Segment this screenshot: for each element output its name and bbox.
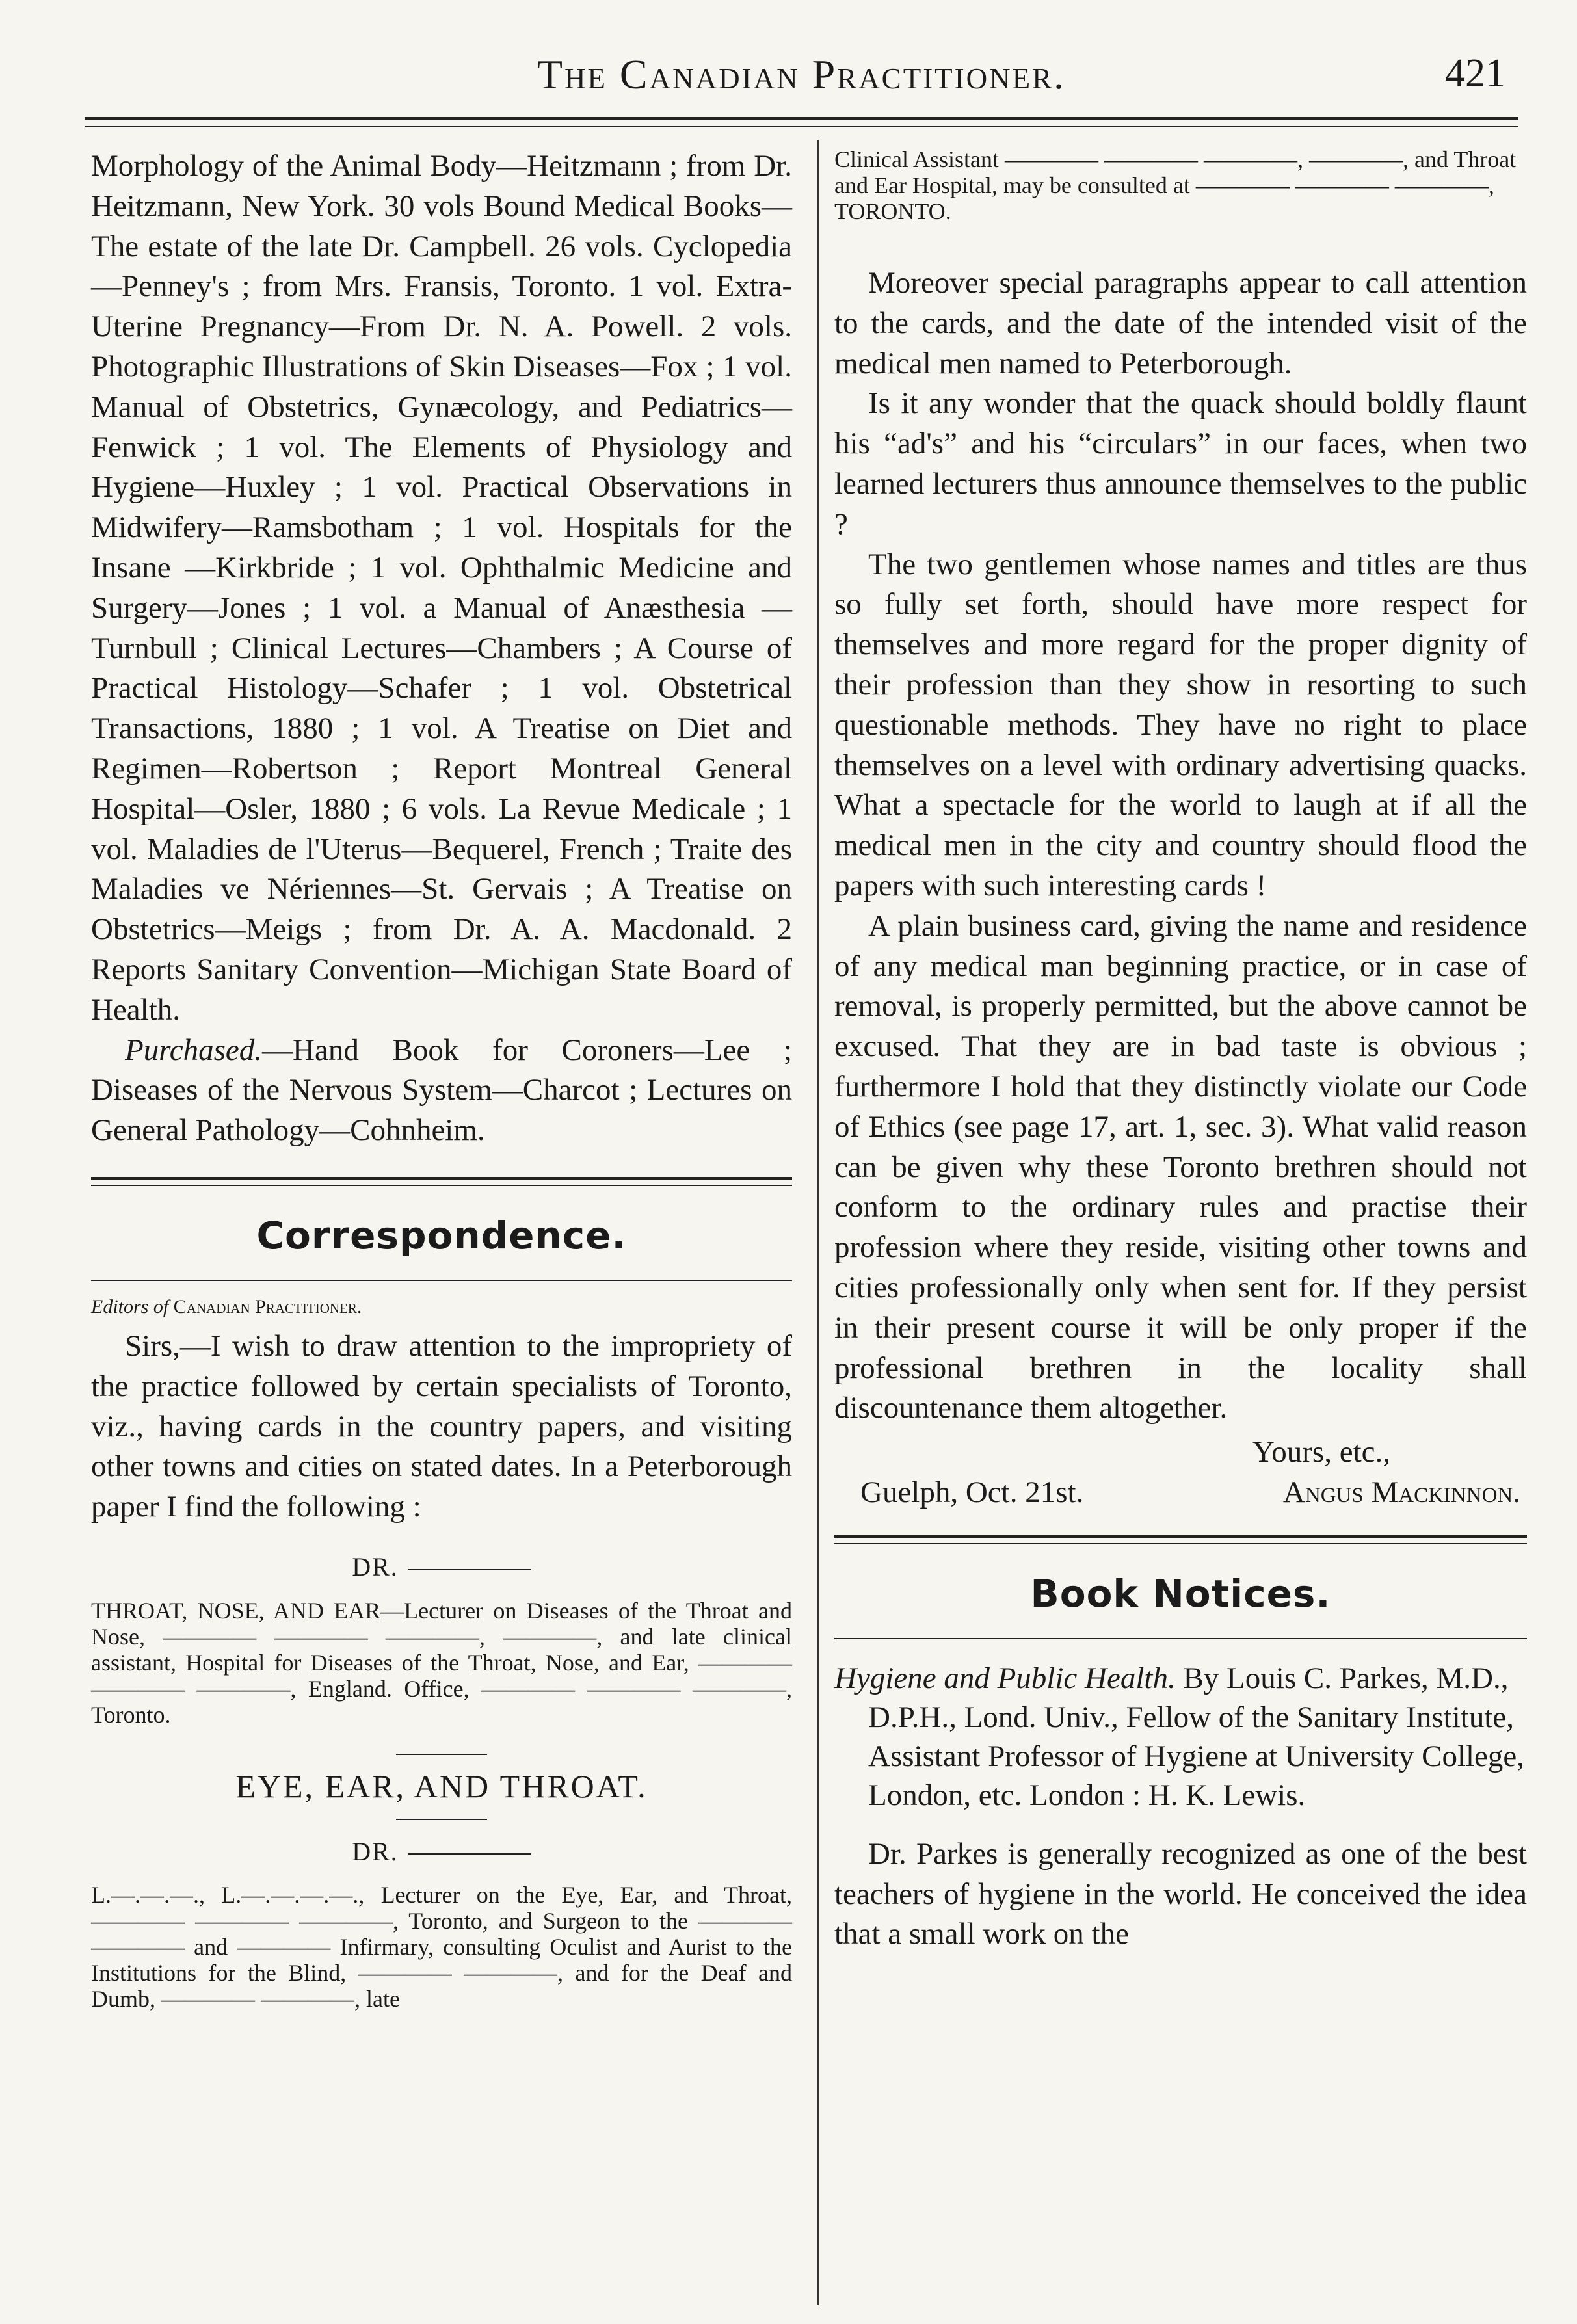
spacer: [834, 224, 1527, 263]
page-header: [85, 39, 1518, 117]
column-divider: [817, 140, 819, 2305]
section-rule: [834, 1638, 1527, 1639]
book-notices-heading: Book Notices.: [1030, 1571, 1331, 1616]
place-date: Guelph, Oct. 21st.: [860, 1475, 1084, 1509]
donations-paragraph: Morphology of the Animal Body—Heitzmann ; from Dr. Heitzmann, New York. 30 vols Bound Medical Books—The estate of the late Dr. Campbell. 26 vols. Cyclopedia—Penney's ; from Mrs. Fransis, Toronto. 1 vol. Extra-Uterine Pregnancy—From Dr. N. A. Powell. 2 vols. Photographic Illustrations of Skin Diseases—Fox ; 1 vol. Manual of Obstetrics, Gynæcology, and Pediatrics—Fenwick ; 1 vol. The Elements of Physiology and Hygiene—Huxley ; 1 vol. Practical Observations in Midwifery—Ramsbotham ; 1 vol. Hospitals for the Insane —Kirkbride ; 1 vol. Ophthalmic Medicine and Surgery—Jones ; 1 vol. a Manual of Anæsthesia —Turnbull ; Clinical Lectures—Chambers ; A Course of Practical Histology—Schafer ; 1 vol. Obstetrical Transactions, 1880 ; 1 vol. A Treatise on Diet and Regimen—Robertson ; Report Montreal General Hospital—Osler, 1880 ; 6 vols. La Revue Medicale ; 1 vol. Maladies de l'Uterus—Bequerel, French ; Traite des Maladies ve Nériennes—St. Gervais ; A Treatise on Obstetrics—Meigs ; from Dr. A. A. Macdonald. 2 Reports Sanitary Convention—Michigan State Board of Health.: [91, 149, 792, 1027]
book-title: Hygiene and Public Health.: [834, 1661, 1176, 1695]
header-rule: [85, 117, 1518, 127]
editors-line: [91, 1291, 792, 1323]
purchased-paragraph: [91, 1031, 792, 1151]
purchased-label: Purchased.: [125, 1033, 263, 1067]
blank-line: [408, 1569, 531, 1570]
blank-line: [408, 1853, 531, 1855]
body-paragraph-1: Moreover special paragraphs appear to call attention to the cards, and the date of the intended visit of the medical men named to Peterborough.: [834, 266, 1527, 380]
card-separator: [396, 1819, 487, 1820]
right-column: [834, 146, 1527, 1955]
section-rule: [834, 1535, 1527, 1544]
closing: Yours, etc.,: [1252, 1435, 1390, 1470]
body-paragraph-2: Is it any wonder that the quack should boldly flaunt his “ad's” and his “circulars” in our faces, when two learned lecturers thus announce themselves to the public ?: [834, 386, 1527, 541]
section-rule: [91, 1280, 792, 1281]
signature: Angus Mackinnon.: [1282, 1475, 1520, 1509]
signature-line: [834, 1473, 1527, 1513]
page-number: 421: [1445, 51, 1505, 96]
card2-text: L.—.—.—., L.—.—.—.—., Lecturer on the Eye, Ear, and Throat, ———— ———— ————, Toronto, and Surgeon to the ———— ———— and ———— Infirmary, consulting Oculist and Aurist to the Institutions for the Blind, ———— ————, and for the Deaf and Dumb, ———— ————, late: [91, 1882, 792, 2013]
card1-dr: DR.: [352, 1552, 399, 1581]
card-continuation: Clinical Assistant ———— ———— ————, ————, and Throat and Ear Hospital, may be consulted at ———— ———— ————, TORONTO.: [834, 146, 1517, 224]
book-review: Dr. Parkes is generally recognized as one of the best teachers of hygiene in the world. He conceived the idea that a small work on the: [834, 1836, 1527, 1951]
book-details: By Louis C. Parkes, M.D., D.P.H., Lond. Univ., Fellow of the Sanitary Institute, Assistant Professor of Hygiene at University College, London, etc. London : H. K. Lewis.: [868, 1661, 1525, 1812]
book-entry: [834, 1659, 1527, 1815]
editors-journal: Canadian Practitioner.: [173, 1295, 362, 1317]
left-column: [91, 146, 792, 2012]
card-separator: [396, 1754, 487, 1755]
body-paragraph-3: The two gentlemen whose names and titles are thus so fully set forth, should have more respect for themselves and more regard for the proper dignity of their profession than they show in resorting to such questionable methods. They have no right to place themselves on a level with ordinary advertising quacks. What a spectacle for the world to laugh at if all the medical men in the city and country should flood the papers with such interesting cards !: [834, 547, 1527, 903]
card2-dr: DR.: [352, 1836, 399, 1866]
running-title: The Canadian Practitioner.: [537, 51, 1067, 98]
card1-text: THROAT, NOSE, AND EAR—Lecturer on Diseases of the Throat and Nose, ———— ———— ————, ————, and late clinical assistant, Hospital for Diseases of the Throat, Nose, and Ear, ———— ———— ————, England. Office, ———— ———— ————, Toronto.: [91, 1597, 792, 1728]
card2-title: [91, 1832, 792, 1872]
letter-paragraph: Sirs,—I wish to draw attention to the impropriety of the practice followed by certain specialists of Toronto, viz., having cards in the country papers, and visiting other towns and cities on stated dates. In a Peterborough paper I find the following :: [91, 1328, 792, 1524]
body-paragraph-4: A plain business card, giving the name and residence of any medical man beginning practice, or in case of removal, is properly permitted, but the above cannot be excused. That they are in bad taste is obvious ; furthermore I hold that they distinctly violate our Code of Ethics (see page 17, art. 1, sec. 3). What valid reason can be given why these Toronto brethren should not conform to the ordinary rules and practise their profession where they reside, visiting other towns and cities professionally only when sent for. If they persist in their present course it will be only proper if the professional brethren in the locality shall discountenance them altogether.: [834, 908, 1527, 1425]
correspondence-heading: Correspondence.: [256, 1213, 627, 1258]
card1-title: [91, 1547, 792, 1587]
card2-heading: EYE, EAR, AND THROAT.: [235, 1767, 648, 1804]
editors-prefix: Editors of: [91, 1295, 169, 1317]
section-rule: [91, 1177, 792, 1186]
purchased-text: —Hand Book for Coroners—Lee ; Diseases of the Nervous System—Charcot ; Lectures on General Pathology—Cohnheim.: [91, 1033, 792, 1148]
